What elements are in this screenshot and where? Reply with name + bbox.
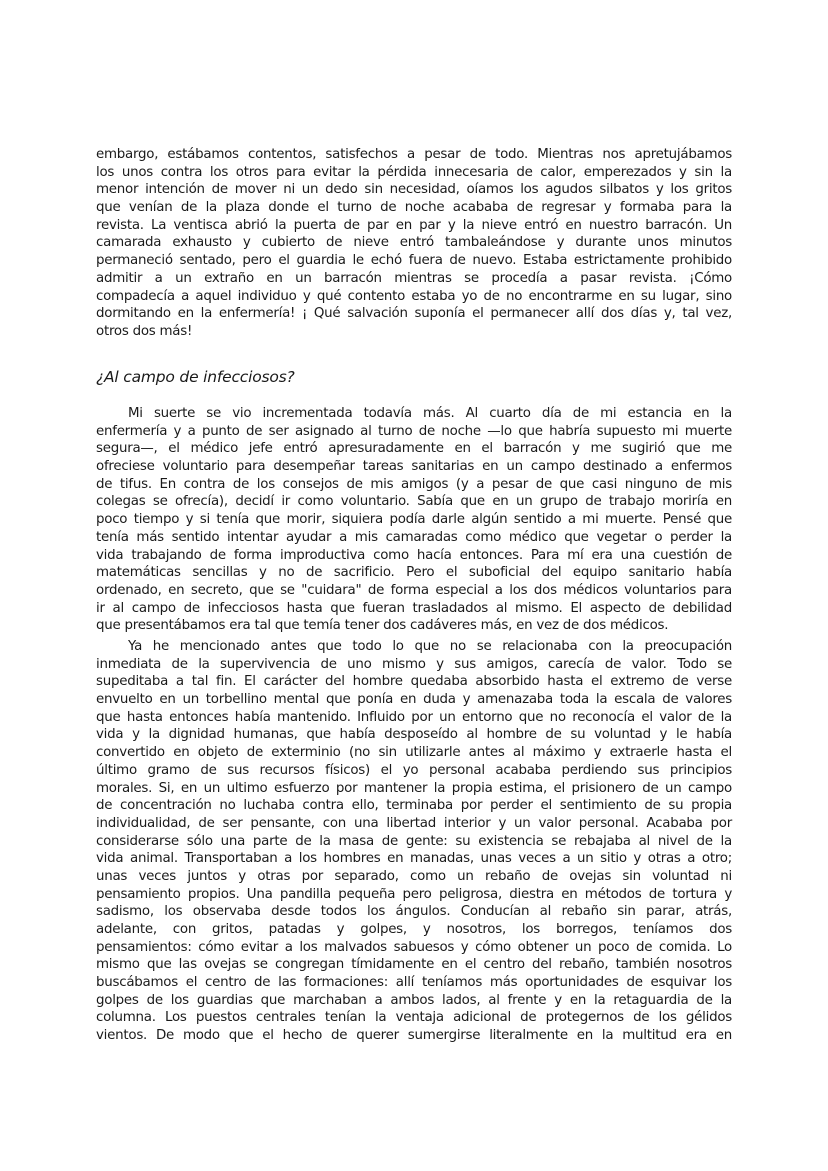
text-line: otros dos más! [96, 323, 193, 339]
text-line: revista. La ventisca abrió la puerta de par en par y la nieve entró en nuestro barracón. Un [96, 217, 732, 233]
text-line: golpes de los guardias que marchaban a ambos lados, al frente y en la retaguardia de la [96, 992, 732, 1008]
text-line: convertido en objeto de exterminio (no sin utilizarle antes al máximo y extraerle hasta el [96, 745, 732, 761]
text-line: vientos. De modo que el hecho de querer sumergirse literalmente en la multitud era en [96, 1028, 732, 1044]
text-line: ofreciese voluntario para desempeñar tareas sanitarias en un campo destinado a enfermos [96, 459, 732, 475]
text-column [96, 0, 732, 1171]
text-line: inmediata de la supervivencia de uno mismo y sus amigos, carecía de valor. Todo se [96, 656, 732, 672]
text-line: unas veces juntos y otras por separado, como un rebaño de ovejas sin voluntad ni [96, 868, 732, 884]
text-line: adelante, con gritos, patadas y golpes, y nosotros, los borregos, teníamos dos [96, 922, 732, 937]
text-line: supeditaba a tal fin. El carácter del hombre quedaba absorbido hasta el extremo de verse [96, 674, 732, 690]
text-line: ordenado, en secreto, que se "cuidara" de forma especial a los dos médicos voluntarios para [96, 582, 732, 598]
paragraph-1 [96, 146, 732, 341]
text-line: ir al campo de infecciosos hasta que fueran trasladados al mismo. El aspecto de debilidad [96, 600, 732, 616]
text-line: que hasta entonces había mantenido. Influido por un entorno que no reconocía el valor de la [96, 709, 732, 725]
text-line: considerarse sólo una parte de la masa de gente: su existencia se rebajaba al nivel de la [96, 833, 732, 849]
text-line: que venían de la plaza donde el turno de noche acababa de regresar y formaba para la [96, 200, 732, 216]
text-line: de tifus. En contra de los consejos de mis amigos (y a pesar de que casi ninguno de mis [96, 476, 732, 492]
text-line: dormitando en la enfermería! ¡ Qué salvación suponía el permanecer allí dos días y, tal vez, [96, 306, 732, 322]
text-line: segura—, el médico jefe entró apresuradamente en el barracón y me sugirió que me [96, 441, 732, 457]
text-line: morales. Si, en un ultimo esfuerzo por mantener la propia estima, el prisionero de un campo [96, 780, 732, 796]
text-line: poco tiempo y si tenía que morir, siquiera podía darle algún sentido a mi muerte. Pensé que [96, 512, 732, 528]
text-line: vida animal. Transportaban a los hombres en manadas, unas veces a un sitio y otras a otro; [96, 851, 732, 867]
text-line: colegas se ofrecía), decidí ir como voluntario. Sabía que en un grupo de trabajo moriría en [96, 494, 732, 510]
text-line: de concentración no luchaba contra ello, terminaba por perder el sentimiento de su propia [96, 798, 732, 814]
text-line: permaneció sentado, pero el guardia le echó fuera de nuevo. Estaba estrictamente prohibido [96, 253, 732, 269]
text-line: envuelto en un torbellino mental que ponía en duda y amenazaba toda la escala de valores [96, 692, 732, 708]
text-line: Mi suerte se vio incrementada todavía más. Al cuarto día de mi estancia en la [128, 406, 732, 421]
text-line: los unos contra los otros para evitar la pérdida innecesaria de calor, emperezados y sin la [96, 164, 732, 180]
text-line: camarada exhausto y cubierto de nieve entró tambaleándose y durante unos minutos [96, 235, 732, 251]
text-line: matemáticas sencillas y no de sacrificio. Pero el suboficial del equipo sanitario había [96, 565, 732, 581]
text-line: compadecía a aquel individuo y qué contento estaba yo de no encontrarme en su lugar, sino [96, 288, 732, 304]
text-line: embargo, estábamos contentos, satisfechos a pesar de todo. Mientras nos apretujábamos [96, 147, 732, 162]
text-line: menor intención de mover ni un dedo sin necesidad, oíamos los agudos silbatos y los gritos [96, 182, 732, 198]
text-line: Ya he mencionado antes que todo lo que no se relacionaba con la preocupación [128, 639, 732, 654]
text-line: que presentábamos era tal que temía tener dos cadáveres más, en vez de dos médicos. [96, 618, 669, 634]
text-line: vida trabajando de forma improductiva como hacía entonces. Para mí era una cuestión de [96, 547, 732, 563]
paragraph-2 [96, 405, 732, 635]
text-line: admitir a un extraño en un barracón mientras se procedía a pasar revista. ¡Cómo [96, 270, 732, 286]
text-line: enfermería y a punto de ser asignado al turno de noche —lo que habría supuesto mi muerte [96, 423, 732, 439]
text-line: último gramo de sus recursos físicos) el yo personal acababa perdiendo sus principios [96, 762, 732, 778]
text-line: sadismo, los observaba desde todos los ángulos. Conducían al rebaño sin parar, atrás, [96, 904, 732, 920]
section-heading: ¿Al campo de infecciosos? [96, 368, 295, 386]
paragraph-3 [96, 638, 732, 1045]
text-line: buscábamos el centro de las formaciones: allí teníamos más oportunidades de esquivar los [96, 975, 732, 991]
text-line: tenía más sentido intentar ayudar a mis camaradas como médico que vegetar o perder la [96, 529, 732, 545]
text-line: individualidad, de ser pensante, con una libertad interior y un valor personal. Acababa por [96, 815, 732, 831]
text-line: pensamientos: cómo evitar a los malvados sabuesos y cómo obtener un poco de comida. Lo [96, 939, 732, 955]
text-line: mismo que las ovejas se congregan tímidamente en el centro del rebaño, también nosotros [96, 957, 732, 973]
text-line: vida y la dignidad humanas, que había desposeído al hombre de su voluntad y le había [96, 727, 732, 743]
text-line: columna. Los puestos centrales tenían la ventaja adicional de protegernos de los gélidos [96, 1010, 732, 1026]
text-line: pensamiento propios. Una pandilla pequeña pero peligrosa, diestra en métodos de tortura y [96, 886, 732, 902]
